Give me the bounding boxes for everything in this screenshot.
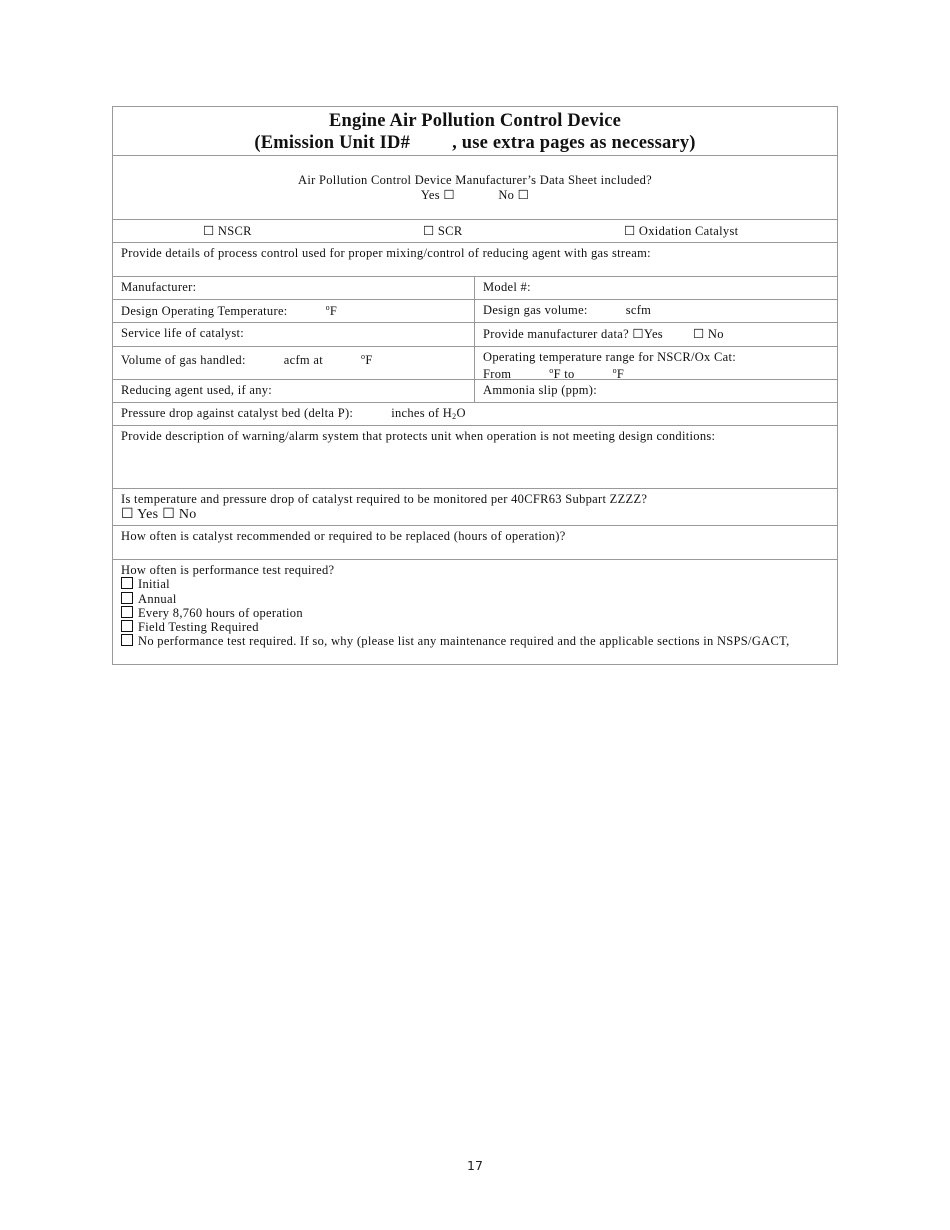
checkbox-icon[interactable] <box>121 592 133 604</box>
reducing-agent-field[interactable]: Reducing agent used, if any: <box>113 380 475 402</box>
scr-checkbox[interactable]: ☐ SCR <box>423 224 463 238</box>
device-type-row <box>113 219 837 242</box>
form-title <box>113 107 837 155</box>
datasheet-yes-checkbox[interactable]: Yes ☐ <box>420 188 455 202</box>
ammonia-slip-field[interactable]: Ammonia slip (ppm): <box>483 383 598 397</box>
checkbox-icon[interactable] <box>121 634 133 646</box>
volume-gas-field[interactable]: Volume of gas handled: acfm at $^o$F <box>113 347 475 379</box>
process-control-row[interactable] <box>113 242 837 276</box>
oxidation-catalyst-checkbox[interactable]: ☐ Oxidation Catalyst <box>624 224 739 238</box>
datasheet-no-checkbox[interactable]: No ☐ <box>498 188 530 202</box>
checkbox-icon[interactable] <box>121 577 133 589</box>
apc-device-form <box>112 106 838 665</box>
warning-system-row[interactable] <box>113 425 837 488</box>
model-field[interactable]: Model #: <box>483 280 531 294</box>
volume-row <box>113 346 837 379</box>
form-title-line1: Engine Air Pollution Control Device <box>328 111 622 131</box>
mfr-data-yes-checkbox[interactable]: ☐Yes <box>632 327 663 341</box>
perf-option-annual[interactable]: Annual <box>121 592 829 606</box>
pressure-drop-row[interactable]: Pressure drop against catalyst bed (delta P): inches of $H_2O$ <box>113 402 837 425</box>
mfr-data-no-checkbox[interactable]: ☐ No <box>692 327 724 341</box>
form-title-line2: (Emission Unit ID# , use extra pages as necessary) <box>254 133 696 153</box>
nscr-checkbox[interactable]: ☐ NSCR <box>203 224 252 238</box>
service-life-row <box>113 322 837 346</box>
performance-question: How often is performance test required? <box>121 563 335 577</box>
process-control-label: Provide details of process control used for proper mixing/control of reducing agent with gas stream: <box>121 246 651 260</box>
checkbox-icon[interactable] <box>121 620 133 632</box>
reducing-agent-row <box>113 379 837 402</box>
checkbox-icon[interactable] <box>121 606 133 618</box>
monitoring-row <box>113 488 837 525</box>
page-number: 17 <box>467 1158 483 1173</box>
datasheet-question: Air Pollution Control Device Manufacturer’s Data Sheet included? <box>298 173 652 187</box>
monitoring-no-checkbox[interactable]: ☐ No <box>162 507 197 522</box>
design-gas-volume-field[interactable]: Design gas volume: scfm <box>483 303 652 317</box>
monitoring-question: Is temperature and pressure drop of catalyst required to be monitored per 40CFR63 Subpart ZZZZ? <box>121 492 648 506</box>
performance-test-row <box>113 559 837 664</box>
manufacturer-field[interactable]: Manufacturer: <box>113 277 475 299</box>
perf-option-8760[interactable]: Every 8,760 hours of operation <box>121 606 829 620</box>
monitoring-yes-checkbox[interactable]: ☐ Yes <box>121 507 159 522</box>
service-life-field[interactable]: Service life of catalyst: <box>113 323 475 346</box>
design-row <box>113 299 837 322</box>
perf-option-field-testing[interactable]: Field Testing Required <box>121 620 829 634</box>
design-temp-field[interactable]: Design Operating Temperature: $^o$F <box>113 300 475 322</box>
manufacturer-row <box>113 276 837 299</box>
catalyst-replacement-label: How often is catalyst recommended or required to be replaced (hours of operation)? <box>121 529 566 543</box>
warning-system-label: Provide description of warning/alarm system that protects unit when operation is not meeting design conditions: <box>121 429 716 443</box>
manufacturer-data-field: Provide manufacturer data? ☐Yes ☐ No <box>483 327 724 341</box>
operating-range-field[interactable]: Operating temperature range for NSCR/Ox Cat: From $^o$F to $^o$F <box>483 350 737 381</box>
datasheet-question-row <box>113 155 837 219</box>
perf-option-initial[interactable]: Initial <box>121 577 829 591</box>
catalyst-replacement-row[interactable] <box>113 525 837 559</box>
perf-option-none[interactable]: No performance test required. If so, why (please list any maintenance required and the applicable sections in NSPS/GACT, <box>121 634 829 648</box>
